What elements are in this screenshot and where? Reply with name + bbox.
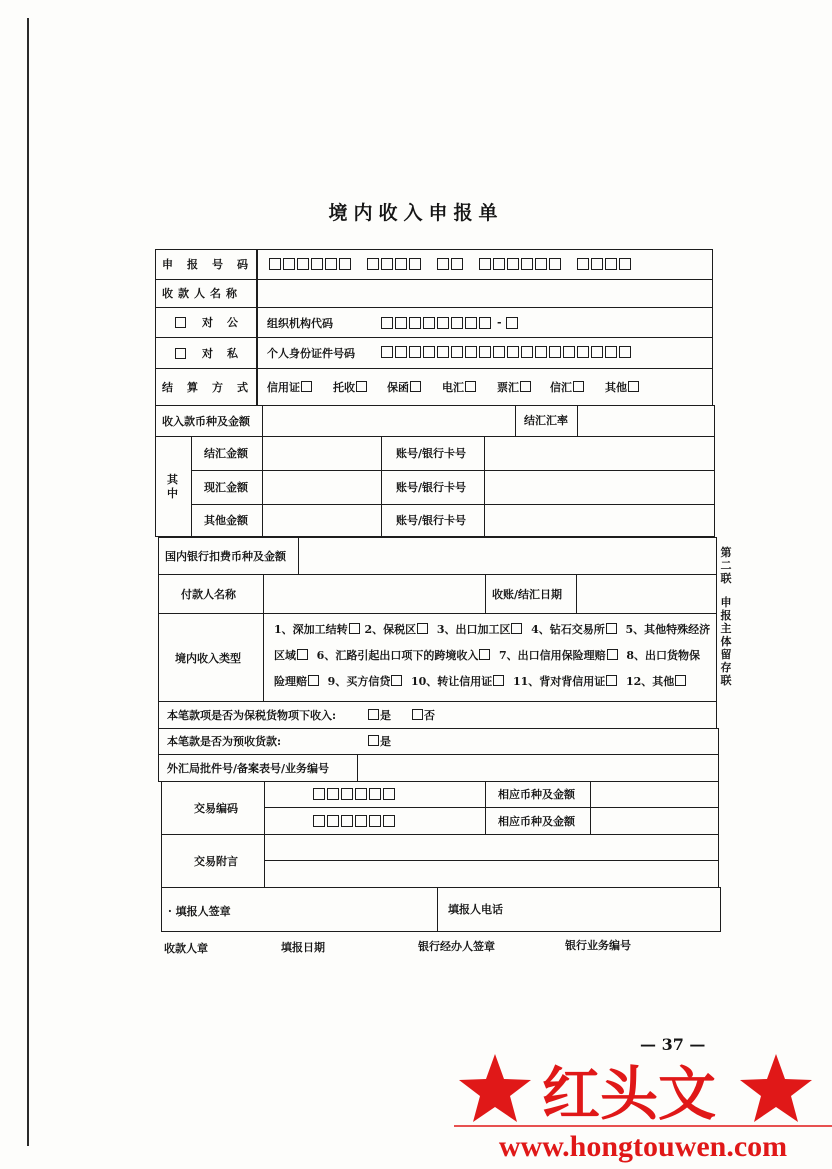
advance-yes-option[interactable]: 是: [367, 735, 391, 749]
personal-id-boxes[interactable]: [381, 346, 633, 358]
method-guarantee[interactable]: 保函: [387, 381, 422, 395]
method-mt[interactable]: 信汇: [550, 381, 585, 395]
bank-fee-field[interactable]: [298, 537, 717, 575]
label-cell-corr-currency-2: [485, 807, 591, 835]
label-cell-income-type: [158, 613, 264, 702]
label-public: 对公: [202, 316, 252, 329]
label-among: 其中: [167, 473, 178, 500]
settlement-methods-cell: [256, 368, 713, 406]
trade-code-boxes-2[interactable]: [313, 815, 397, 827]
method-collection[interactable]: 托收: [333, 381, 368, 395]
settle-amount-field[interactable]: [262, 436, 382, 471]
label-settle-amount: 结汇金额: [204, 447, 248, 460]
watermark-url: www.hongtouwen.com: [498, 1130, 788, 1163]
receipt-date-field[interactable]: [576, 574, 717, 614]
label-cell-public: [155, 307, 258, 338]
filler-phone-cell[interactable]: [437, 887, 721, 932]
trade-note-field-1[interactable]: [264, 834, 719, 861]
label-approval-no: 外汇局批件号/备案表号/业务编号: [167, 762, 330, 775]
corr-currency-field-1[interactable]: [590, 781, 719, 808]
bonded-question-row: [158, 701, 717, 729]
corr-currency-field-2[interactable]: [590, 807, 719, 835]
watermark: [454, 1046, 832, 1169]
label-cell-approval-no: [158, 754, 358, 782]
trade-code-field-1[interactable]: [264, 781, 486, 808]
trade-code-boxes-1[interactable]: [313, 788, 397, 800]
label-payee-name: 收款人名称: [162, 287, 242, 300]
payer-name-field[interactable]: [263, 574, 486, 614]
label-private: 对私: [202, 347, 252, 360]
declaration-no-boxes[interactable]: [269, 258, 633, 270]
label-cell-income-amount: [155, 405, 263, 437]
spot-amount-field[interactable]: [262, 470, 382, 505]
payee-name-field[interactable]: [256, 279, 713, 308]
trade-code-field-2[interactable]: [264, 807, 486, 835]
method-dd[interactable]: 票汇: [497, 381, 532, 395]
side-note-retain: 申报主体留存联: [720, 596, 732, 687]
method-lc[interactable]: 信用证: [267, 381, 313, 395]
method-other[interactable]: 其他: [605, 381, 640, 395]
label-advance-question: 本笔款是否为预收货款:: [167, 735, 282, 748]
label-cell-declaration-no: [155, 249, 262, 280]
label-cell-settlement: [155, 368, 262, 406]
label-org-code: 组织机构代码: [267, 317, 333, 330]
label-corr-currency-1: 相应币种及金额: [498, 788, 575, 801]
label-declaration-no: 申报号码: [162, 258, 262, 271]
approval-no-field[interactable]: [357, 754, 719, 782]
label-cell-other-amount: [191, 504, 263, 537]
org-code-boxes[interactable]: -: [381, 316, 520, 329]
label-spot-amount: 现汇金额: [204, 481, 248, 494]
label-other-amount: 其他金额: [204, 514, 248, 527]
label-cell-spot-amount: [191, 470, 263, 505]
label-payer-name: 付款人名称: [181, 588, 236, 601]
account-field-2[interactable]: [484, 470, 715, 505]
label-settlement-method: 结算方式: [162, 381, 262, 394]
label-cell-bank-fee: [158, 537, 299, 575]
form-title: 境内收入申报单: [328, 202, 504, 224]
side-note-copy: 第二联: [720, 546, 732, 585]
label-bank-fee: 国内银行扣费币种及金额: [165, 550, 286, 563]
label-account-1: 账号/银行卡号: [396, 447, 467, 460]
label-cell-receipt-date: [485, 574, 577, 614]
label-cell-account-1: [381, 436, 485, 471]
income-amount-field[interactable]: [262, 405, 516, 437]
label-receipt-date: 收账/结汇日期: [492, 588, 563, 601]
type-line-2[interactable]: 区域 6、汇路引起出口项下的跨境收入 7、出口信用保险理赔 8、出口货物保: [274, 649, 700, 662]
watermark-text: 红头文: [542, 1060, 717, 1128]
footer-payee-seal: 收款人章: [164, 942, 208, 955]
label-filler-phone: 填报人电话: [448, 903, 503, 916]
label-cell-among: [155, 436, 192, 537]
label-trade-note: 交易附言: [194, 855, 238, 868]
bonded-no-option[interactable]: 否: [411, 709, 435, 723]
label-account-3: 账号/银行卡号: [396, 514, 467, 527]
type-line-3[interactable]: 险理赔 9、买方信贷 10、转让信用证 11、背对背信用证 12、其他: [274, 675, 687, 689]
label-cell-payer-name: [158, 574, 264, 614]
account-field-3[interactable]: [484, 504, 715, 537]
declaration-no-field[interactable]: [256, 249, 713, 280]
label-trade-code: 交易编码: [194, 802, 238, 815]
method-tt[interactable]: 电汇: [442, 381, 477, 395]
filler-sign-cell[interactable]: [161, 887, 438, 932]
label-cell-trade-code: [161, 781, 265, 835]
checkbox-private[interactable]: [175, 348, 186, 359]
label-cell-corr-currency-1: [485, 781, 591, 808]
page-margin-line: [27, 18, 29, 1146]
label-cell-trade-note: [161, 834, 265, 888]
label-filler-sign: · 填报人签章: [168, 905, 231, 918]
bonded-yes-option[interactable]: 是: [367, 709, 391, 723]
label-cell-private: [155, 337, 258, 369]
star-left-icon: [459, 1054, 531, 1122]
label-account-2: 账号/银行卡号: [396, 481, 467, 494]
type-line-1[interactable]: 1、深加工结转 2、保税区 3、出口加工区 4、钻石交易所 5、其他特殊经济: [274, 623, 711, 636]
label-cell-fx-rate: [515, 405, 578, 437]
label-cell-payee-name: [155, 279, 258, 308]
label-bonded-question: 本笔款项是否为保税货物项下收入:: [167, 709, 337, 722]
footer-bank-officer-sign: 银行经办人签章: [418, 940, 495, 953]
org-code-cell: [256, 307, 713, 338]
label-cell-settle-amount: [191, 436, 263, 471]
checkbox-public[interactable]: [175, 317, 186, 328]
label-corr-currency-2: 相应币种及金额: [498, 815, 575, 828]
label-fx-rate: 结汇汇率: [524, 414, 568, 427]
page-number: — 37 —: [640, 1035, 706, 1054]
fx-rate-field[interactable]: [577, 405, 715, 437]
label-income-type: 境内收入类型: [175, 652, 241, 665]
star-right-icon: [740, 1054, 812, 1122]
income-type-options: [263, 613, 717, 702]
label-cell-account-2: [381, 470, 485, 505]
account-field-1[interactable]: [484, 436, 715, 471]
personal-id-cell: [256, 337, 713, 369]
advance-question-row: [158, 728, 719, 755]
other-amount-field[interactable]: [262, 504, 382, 537]
label-cell-account-3: [381, 504, 485, 537]
label-personal-id: 个人身份证件号码: [267, 347, 355, 360]
label-income-amount: 收入款币种及金额: [162, 415, 250, 428]
footer-bank-business-no: 银行业务编号: [565, 939, 631, 952]
footer-fill-date: 填报日期: [281, 941, 325, 954]
trade-note-field-2[interactable]: [264, 860, 719, 888]
